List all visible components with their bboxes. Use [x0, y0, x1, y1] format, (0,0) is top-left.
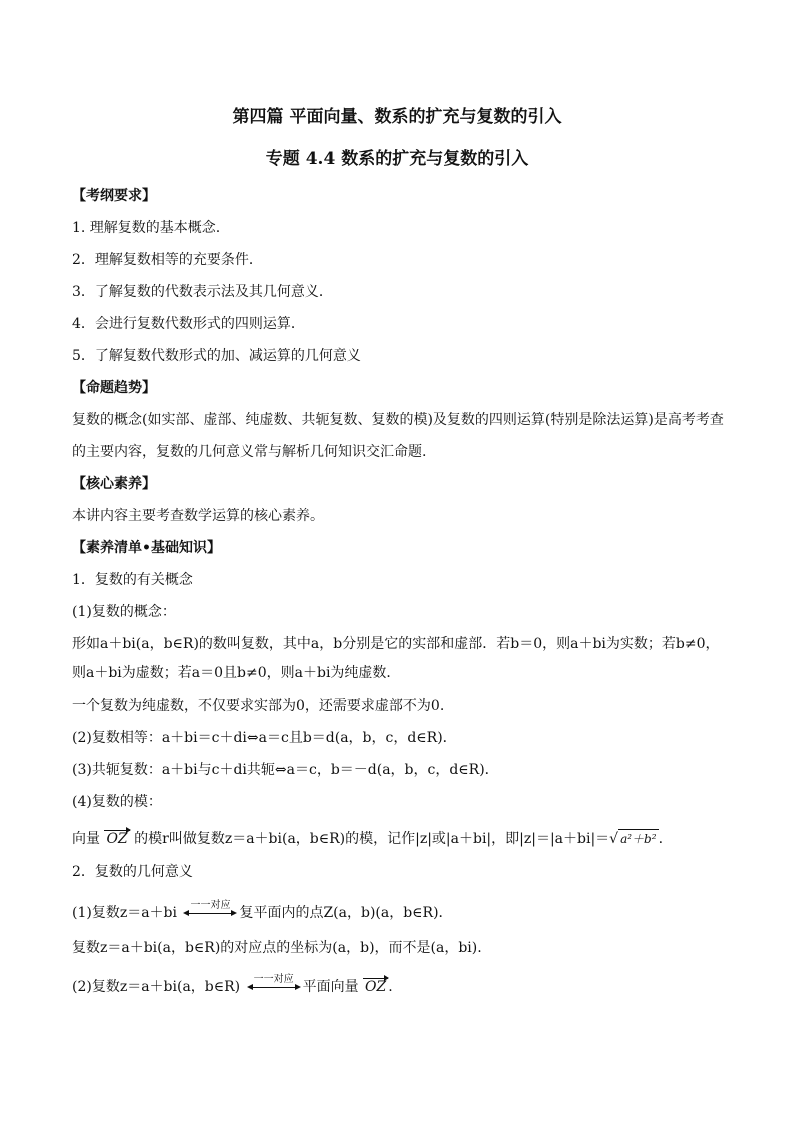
k2-vector-correspondence — [72, 976, 393, 996]
k1-concept-line-1: 形如a＋bi(a，b∈R)的数叫复数，其中a，b分别是它的实部和虚部．若b＝0，则a＋bi为实数；若b≠0， — [72, 636, 720, 652]
qushi-line-1: 复数的概念(如实部、虚部、纯虚数、共轭复数、复数的模)及复数的四则运算(特别是除法运算)是高考考查 — [72, 412, 724, 428]
g3-post: 平面向量 — [302, 979, 364, 995]
k1-heading: 1．复数的有关概念 — [72, 572, 193, 588]
g1-post: 复平面内的点Z(a，b)(a，b∈R)． — [239, 905, 453, 921]
k2-point-correspondence — [72, 902, 453, 922]
modulus-end: . — [658, 831, 664, 847]
kaogang-item-2: 2．理解复数相等的充要条件． — [72, 252, 263, 268]
g1-pre: (1)复数z＝a＋bi — [72, 905, 182, 921]
k1-concept-line-2: 则a＋bi为虚数；若a＝0且b≠0，则a＋bi为纯虚数． — [72, 665, 401, 681]
section-kaogang: 【考纲要求】 — [72, 188, 156, 204]
kaogang-item-5: 5．了解复数代数形式的加、减运算的几何意义 — [72, 348, 361, 364]
sqrt-symbol: √ — [609, 831, 619, 847]
main-title: 第四篇 平面向量、数系的扩充与复数的引入 — [232, 107, 562, 127]
suyang-text: 本讲内容主要考查数学运算的核心素养。 — [72, 508, 324, 524]
kaogang-item-4: 4．会进行复数代数形式的四则运算． — [72, 316, 305, 332]
one-to-one-arrow-icon-2 — [247, 976, 301, 994]
k1-modulus-line — [72, 829, 663, 848]
k1-equality: (2)复数相等：a＋bi＝c＋di⇔a＝c且b＝d(a，b，c，d∈R)． — [72, 730, 457, 746]
k1-modulus-label: (4)复数的模： — [72, 794, 162, 810]
modulus-pre: 向量 — [72, 831, 105, 847]
k2-heading: 2．复数的几何意义 — [72, 864, 193, 880]
section-qushi: 【命题趋势】 — [72, 380, 156, 396]
vector-oz: OZ — [106, 831, 128, 847]
arrow-label: 一一对应 — [190, 900, 231, 911]
sub-title: 专题 4.4 数系的扩充与复数的引入 — [265, 149, 529, 169]
k1-conjugate: (3)共轭复数：a＋bi与c＋di共轭⇔a＝c，b＝－d(a，b，c，d∈R)． — [72, 762, 499, 778]
kaogang-item-1: 1. 理解复数的基本概念. — [72, 220, 221, 236]
section-qingdan: 【素养清单•基础知识】 — [72, 540, 221, 556]
vector-oz-2: OZ — [365, 979, 387, 995]
qushi-line-2: 的主要内容，复数的几何意义常与解析几何知识交汇命题. — [72, 444, 427, 460]
k2-coordinates-note: 复数z＝a＋bi(a，b∈R)的对应点的坐标为(a，b)，而不是(a，bi). — [72, 940, 482, 956]
sqrt-radicand: a²＋b² — [618, 829, 658, 848]
modulus-mid: 的模r叫做复数z＝a＋bi(a，b∈R)的模，记作|z|或|a＋bi|，即|z|＝|a＋bi|＝ — [129, 831, 610, 847]
k1-pure-imag-note: 一个复数为纯虚数，不仅要求实部为0，还需要求虚部不为0. — [72, 698, 445, 714]
arrow-label-2: 一一对应 — [253, 974, 294, 985]
one-to-one-arrow-icon — [183, 902, 237, 920]
g3-end: . — [388, 979, 393, 995]
kaogang-item-3: 3．了解复数的代数表示法及其几何意义． — [72, 284, 333, 300]
section-suyang: 【核心素养】 — [72, 476, 156, 492]
g3-pre: (2)复数z＝a＋bi(a，b∈R) — [72, 979, 245, 995]
k1-concept-label: (1)复数的概念： — [72, 604, 176, 620]
